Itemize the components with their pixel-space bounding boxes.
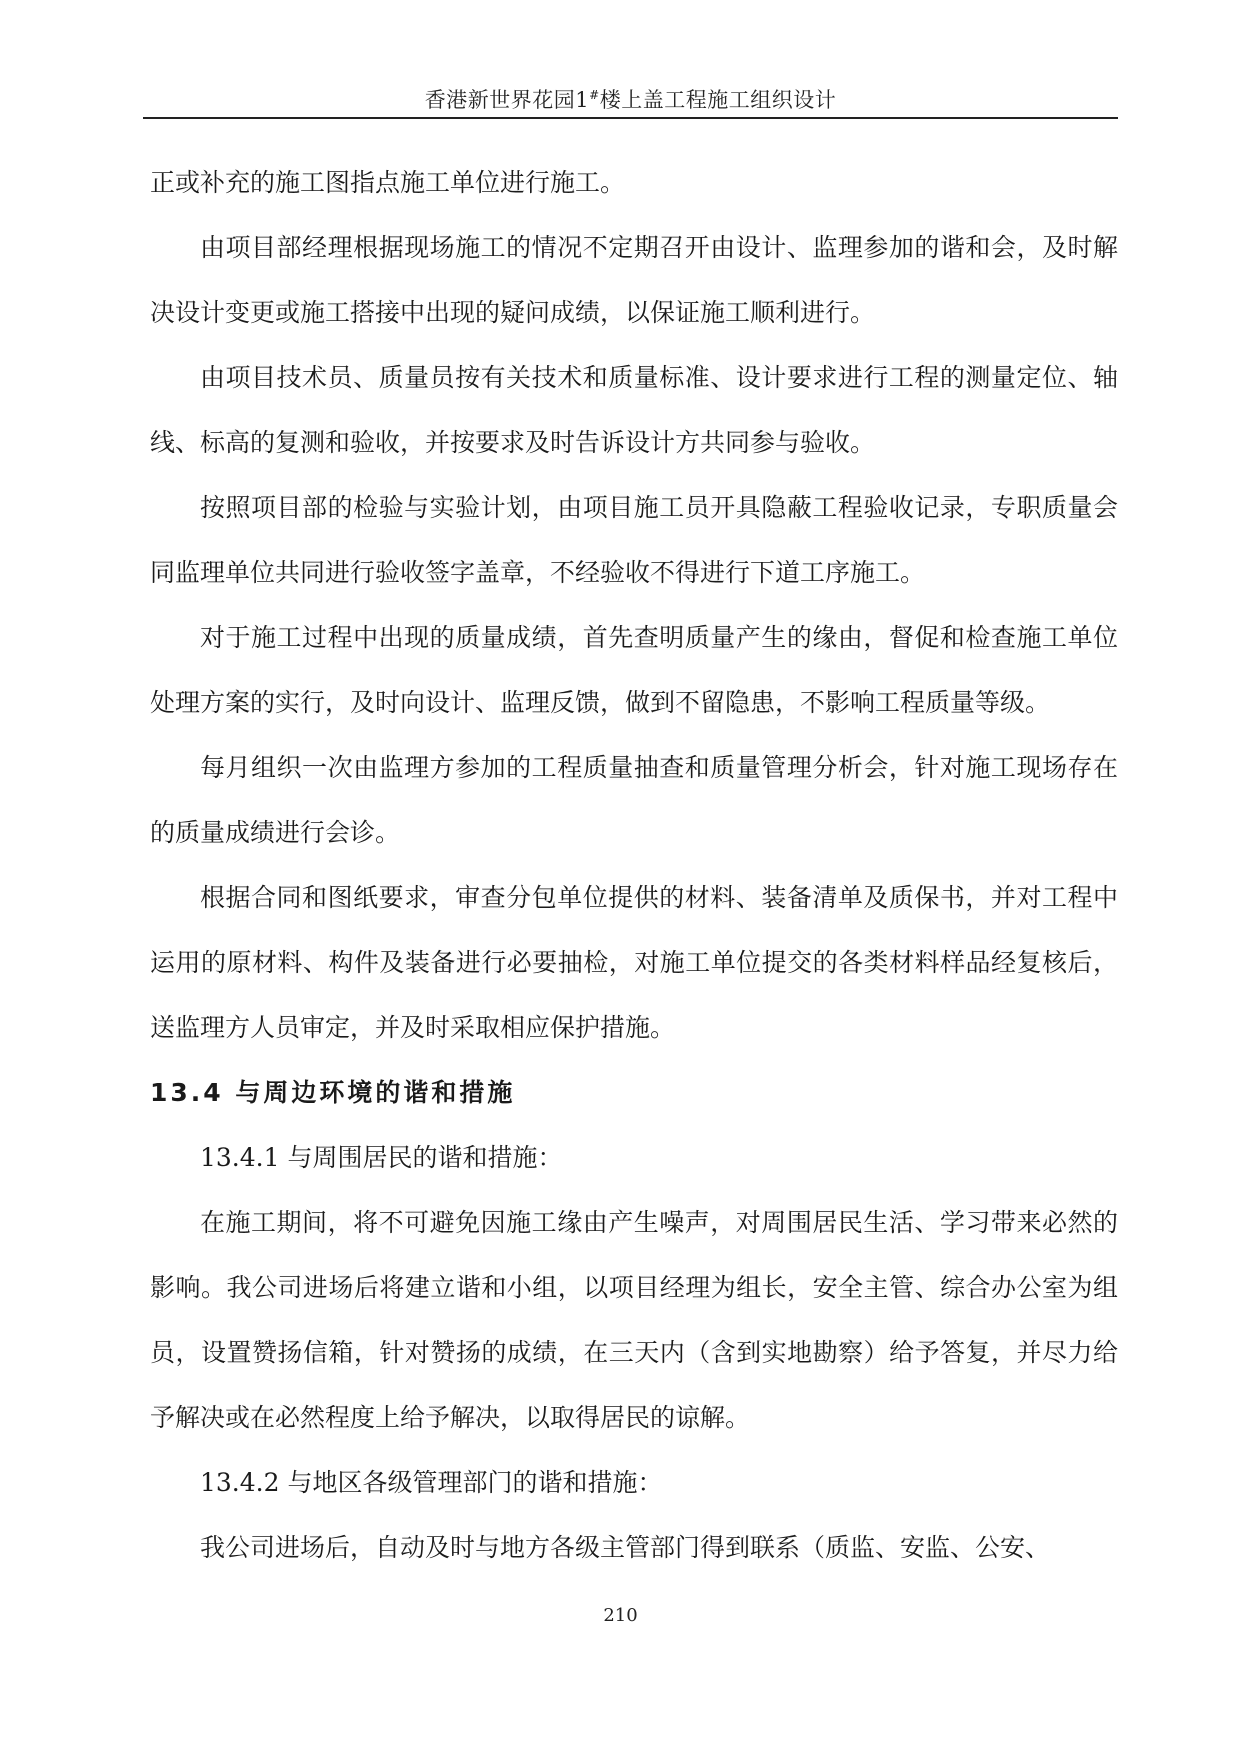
paragraph-9: 我公司进场后，自动及时与地方各级主管部门得到联系（质监、安监、公安、 <box>200 1533 1051 1562</box>
header-title-suffix: 楼上盖工程施工组织设计 <box>599 88 837 112</box>
document-body <box>150 150 1118 1580</box>
subsection-heading-1: 13.4.1 与周围居民的谐和措施： <box>200 1143 563 1172</box>
header-title-prefix: 香港新世界花园 <box>424 88 576 112</box>
paragraph-1: 正或补充的施工图指点施工单位进行施工。 <box>150 168 626 197</box>
page-header <box>143 88 1118 112</box>
header-divider <box>143 117 1118 119</box>
paragraph-3: 由项目技术员、质量员按有关技术和质量标准、设计要求进行工程的测量定位、轴线、标高的复测和验收，并按要求及时告诉设计方共同参与验收。 <box>150 363 1118 457</box>
paragraph-5: 对于施工过程中出现的质量成绩，首先查明质量产生的缘由，督促和检查施工单位处理方案的实行，及时向设计、监理反馈，做到不留隐患，不影响工程质量等级。 <box>150 623 1118 717</box>
paragraph-4: 按照项目部的检验与实验计划，由项目施工员开具隐蔽工程验收记录，专职质量会同监理单位共同进行验收签字盖章，不经验收不得进行下道工序施工。 <box>150 493 1118 587</box>
header-title-num: 1 <box>575 88 590 112</box>
paragraph-8: 在施工期间，将不可避免因施工缘由产生噪声，对周围居民生活、学习带来必然的影响。我公司进场后将建立谐和小组，以项目经理为组长，安全主管、综合办公室为组员，设置赞扬信箱，针对赞扬的成绩，在三天内（含到实地勘察）给予答复，并尽力给予解决或在必然程度上给予解决，以取得居民的谅解。 <box>150 1208 1118 1432</box>
subsection-heading-2: 13.4.2 与地区各级管理部门的谐和措施： <box>200 1468 663 1497</box>
header-title-sup: # <box>589 88 600 102</box>
paragraph-6: 每月组织一次由监理方参加的工程质量抽查和质量管理分析会，针对施工现场存在的质量成绩进行会诊。 <box>150 753 1118 847</box>
paragraph-2: 由项目部经理根据现场施工的情况不定期召开由设计、监理参加的谐和会，及时解决设计变更或施工搭接中出现的疑问成绩，以保证施工顺利进行。 <box>150 233 1118 327</box>
section-heading: 13.4 与周边环境的谐和措施 <box>150 1078 516 1107</box>
paragraph-7: 根据合同和图纸要求，审查分包单位提供的材料、装备清单及质保书，并对工程中运用的原材料、构件及装备进行必要抽检，对施工单位提交的各类材料样品经复核后，送监理方人员审定，并及时采取相应保护措施。 <box>150 883 1118 1042</box>
page-number: 210 <box>603 1605 638 1626</box>
